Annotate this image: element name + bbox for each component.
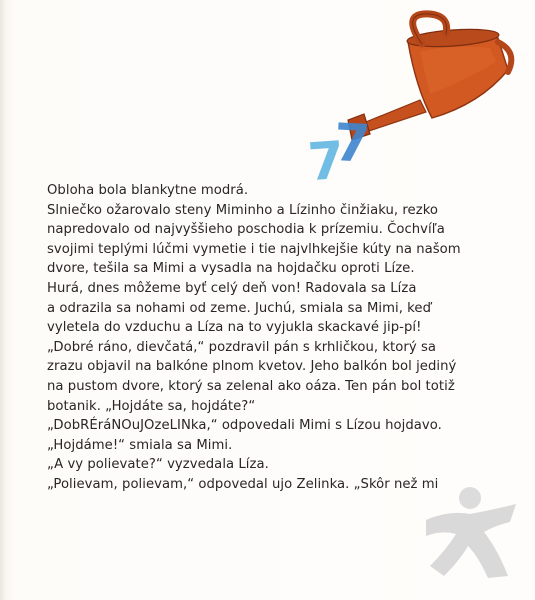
text-line: „DobRÉráNOuJOzeLINka,“ odpovedali Mimi s Lízou hojdavo. <box>47 418 442 434</box>
text-line: zrazu objavil na balkóne plnom kvetov. Jeho balkón bol jediný <box>47 359 457 375</box>
text-line: napredovalo od najvyššieho poschodia k prízemiu. Čochvíľa <box>47 222 445 238</box>
text-line: „Dobré ráno, dievčatá,“ pozdravil pán s krhličkou, ktorý sa <box>47 339 437 355</box>
page-number-digit-2: 7 <box>332 113 372 175</box>
story-text <box>47 181 517 495</box>
text-line: „Hojdáme!“ smiala sa Mimi. <box>47 437 233 453</box>
text-line: „Polievam, polievam,“ odpovedal ujo Zelinka. „Skôr než mi <box>47 476 439 492</box>
text-line: botanik. „Hojdáte sa, hojdáte?“ <box>47 398 256 414</box>
text-line: na pustom dvore, ktorý sa zelenal ako oáza. Ten pán bol totiž <box>47 378 455 394</box>
text-line: vyletela do vzduchu a Líza na to vyjukla skackavé jip-pí! <box>47 320 422 336</box>
text-line: Hurá, dnes môžeme byť celý deň von! Radovala sa Líza <box>47 280 417 296</box>
publisher-logo-icon <box>418 480 522 584</box>
text-line: Obloha bola blankytne modrá. <box>47 183 249 198</box>
text-line: „A vy polievate?“ vyzvedala Líza. <box>47 457 269 473</box>
text-line: a odrazila sa nohami od zeme. Juchú, smiala sa Mimi, keď <box>47 300 431 316</box>
text-line: dvore, tešila sa Mimi a vysadla na hojdačku oproti Líze. <box>47 261 415 277</box>
page-number-digit-1: 7 <box>305 130 347 194</box>
text-line: Slniečko ožarovalo steny Miminho a Lízinho činžiaku, rezko <box>47 202 439 218</box>
text-line: svojimi teplými lúčmi vymetie i tie najvlhkejšie kúty na našom <box>47 241 461 257</box>
